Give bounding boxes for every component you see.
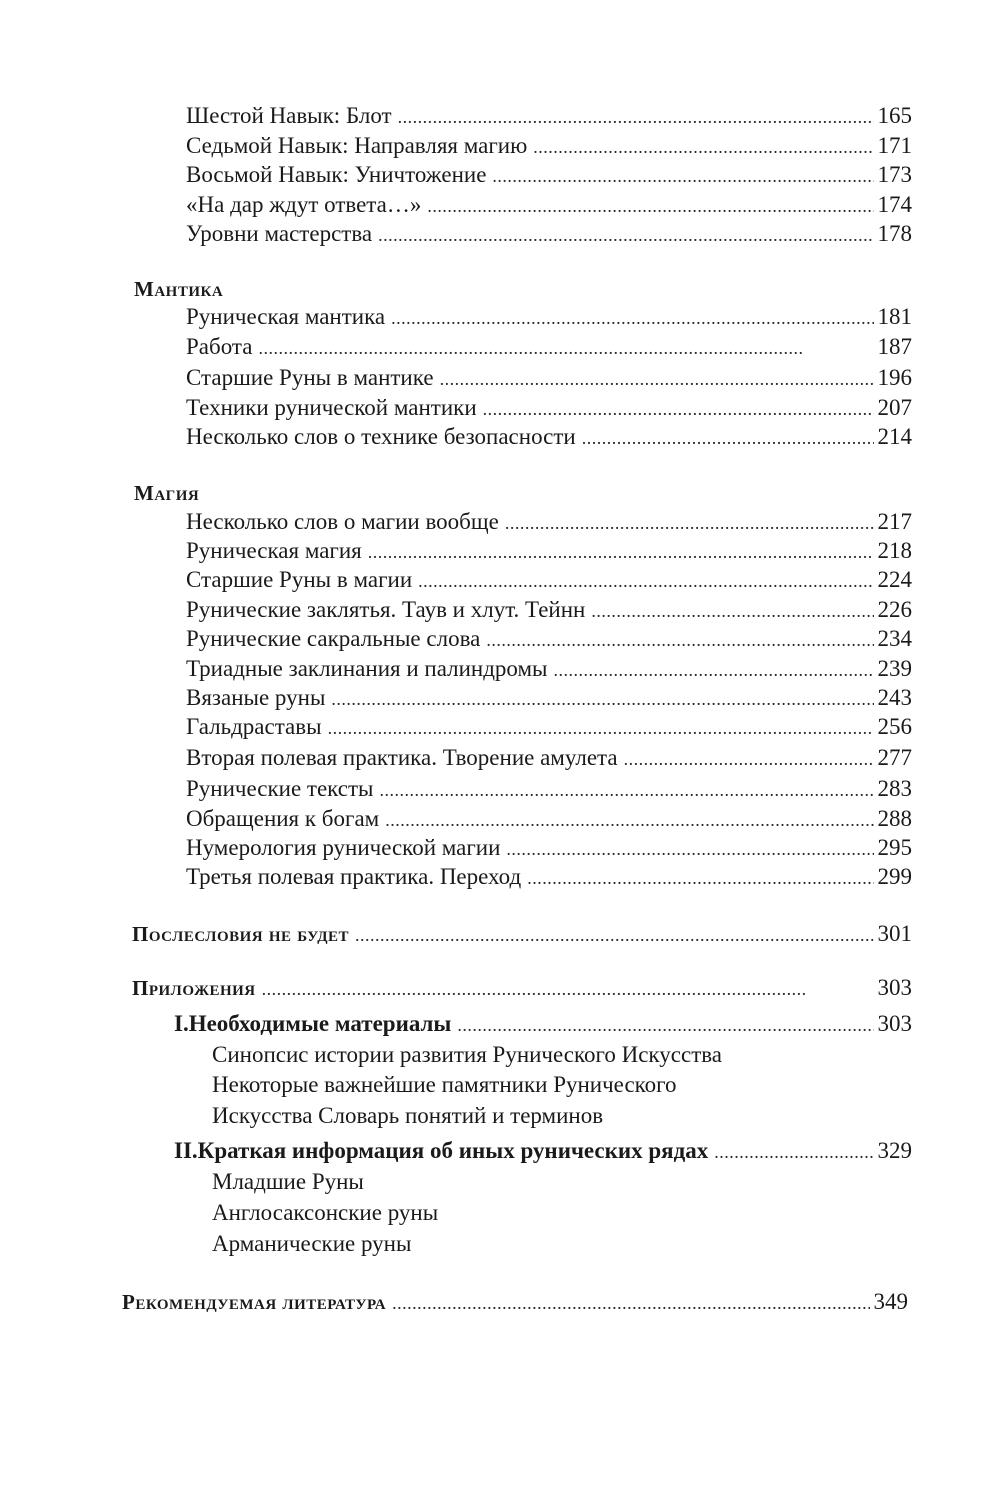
toc-entry[interactable] xyxy=(186,805,912,833)
toc-entry-label: Приложения xyxy=(132,976,256,1000)
toc-entry-label: Старшие Руны в магии xyxy=(186,567,413,592)
dot-leader xyxy=(328,714,874,742)
toc-entry-label: Несколько слов о магии вообще xyxy=(186,509,499,534)
toc-entry-page: 207 xyxy=(877,395,912,420)
toc-entry-label: Послесловия не будет xyxy=(132,922,350,946)
toc-entry-label: Шестой Навык: Блот xyxy=(186,103,392,128)
dot-leader xyxy=(355,921,873,949)
appendix-subline: Синопсис истории развития Рунического Искусства xyxy=(212,1042,723,1067)
toc-entry-label: Работа xyxy=(186,334,253,359)
toc-entry[interactable] xyxy=(186,364,912,392)
dot-leader xyxy=(392,1289,869,1317)
toc-entry[interactable] xyxy=(186,713,912,741)
toc-entry-appendix-2[interactable] xyxy=(174,1137,912,1165)
dot-leader xyxy=(714,1138,873,1166)
toc-entry-label: Вязаные руны xyxy=(186,685,326,710)
toc-entry-label: Восьмой Навык: Уничтожение xyxy=(186,162,487,187)
toc-entry-page: 165 xyxy=(877,103,912,128)
dot-leader xyxy=(440,365,874,393)
toc-entry-page: 226 xyxy=(877,597,912,622)
toc-entry-page: 277 xyxy=(877,745,912,770)
toc-entry-label: «На дар ждут ответа…» xyxy=(186,192,422,217)
dot-leader xyxy=(553,656,873,684)
toc-entry-appendices[interactable] xyxy=(132,974,912,1002)
toc-entry-page: 243 xyxy=(877,685,912,710)
toc-entry[interactable] xyxy=(186,132,912,160)
toc-entry[interactable] xyxy=(186,508,912,536)
toc-entry-label: Рунические сакральные слова xyxy=(186,626,481,651)
dot-leader xyxy=(427,192,873,220)
toc-entry-label: Гальдраставы xyxy=(186,714,322,739)
toc-entry-page: 234 xyxy=(877,626,912,651)
toc-entry[interactable] xyxy=(186,655,912,683)
toc-entry-page: 349 xyxy=(873,1289,908,1314)
toc-entry-page: 303 xyxy=(877,1011,912,1036)
toc-entry-page: 301 xyxy=(877,921,912,946)
toc-entry-label: Руническая мантика xyxy=(186,304,386,329)
dot-leader xyxy=(582,424,874,452)
appendix-subline: Младшие Руны xyxy=(212,1169,364,1194)
toc-entry-page: 239 xyxy=(877,656,912,681)
toc-entry-page: 196 xyxy=(877,365,912,390)
toc-entry-label: Старшие Руны в мантике xyxy=(186,365,434,390)
toc-entry[interactable] xyxy=(186,863,912,891)
toc-entry-page: 187 xyxy=(877,334,912,359)
toc-entry[interactable] xyxy=(186,333,912,361)
dot-leader xyxy=(331,685,873,713)
toc-entry-label: Нумерология рунической магии xyxy=(186,835,501,860)
toc-entry-page: 288 xyxy=(877,806,912,831)
toc-entry-label: I.Необходимые материалы xyxy=(174,1011,452,1036)
toc-entry[interactable] xyxy=(186,161,912,189)
dot-leader xyxy=(505,509,874,537)
dot-leader xyxy=(379,776,873,804)
toc-entry-label: Рекомендуемая литература xyxy=(122,1290,387,1314)
dot-leader xyxy=(527,864,873,892)
toc-entry-page: 303 xyxy=(877,975,912,1000)
dot-leader xyxy=(378,221,873,249)
toc-entry[interactable] xyxy=(186,625,912,653)
toc-entry[interactable] xyxy=(186,303,912,331)
toc-entry-page: 181 xyxy=(877,304,912,329)
toc-entry-page: 178 xyxy=(877,221,912,246)
dot-leader xyxy=(492,162,873,190)
dot-leader xyxy=(457,1011,873,1039)
appendix-subline: Искусства Словарь понятий и терминов xyxy=(212,1103,604,1128)
dot-leader xyxy=(506,835,873,863)
dot-leader xyxy=(486,626,873,654)
toc-entry-page: 256 xyxy=(877,714,912,739)
toc-entry[interactable] xyxy=(186,394,912,422)
dot-leader xyxy=(533,133,873,161)
toc-entry-label: Уровни мастерства xyxy=(186,221,373,246)
appendix-subline: Некоторые важнейшие памятники Рунического xyxy=(212,1072,677,1097)
toc-entry-page: 171 xyxy=(877,133,912,158)
toc-entry[interactable] xyxy=(186,537,912,565)
toc-entry-page: 295 xyxy=(877,835,912,860)
dot-leader xyxy=(418,567,873,595)
toc-entry[interactable] xyxy=(186,423,912,451)
dot-leader xyxy=(624,745,874,773)
toc-entry[interactable] xyxy=(186,834,912,862)
dot-leader xyxy=(258,334,873,362)
toc-entry-page: 224 xyxy=(877,567,912,592)
toc-entry-afterword[interactable] xyxy=(132,920,912,948)
toc-entry-page: 283 xyxy=(877,776,912,801)
toc-entry-label: Третья полевая практика. Переход xyxy=(186,864,522,889)
toc-entry[interactable] xyxy=(186,684,912,712)
toc-entry-label: Триадные заклинания и палиндромы xyxy=(186,656,548,681)
toc-entry[interactable] xyxy=(186,191,912,219)
toc-entry-label: Несколько слов о технике безопасности xyxy=(186,424,576,449)
appendix-subline: Арманические руны xyxy=(212,1231,412,1256)
toc-entry-page: 214 xyxy=(877,424,912,449)
toc-entry-page: 217 xyxy=(877,509,912,534)
toc-entry[interactable] xyxy=(186,102,912,130)
toc-entry-page: 218 xyxy=(877,538,912,563)
toc-entry-label: II.Краткая информация об иных рунических рядах xyxy=(174,1138,709,1163)
toc-entry-label: Вторая полевая практика. Творение амулета xyxy=(186,745,618,770)
toc-entry-page: 173 xyxy=(877,162,912,187)
toc-entry[interactable] xyxy=(186,744,912,772)
dot-leader xyxy=(398,103,874,131)
toc-entry[interactable] xyxy=(186,220,912,248)
appendix-subline: Англосаксонские руны xyxy=(212,1200,439,1225)
dot-leader xyxy=(262,975,874,1003)
toc-entry-page: 174 xyxy=(877,192,912,217)
toc-entry-label: Седьмой Навык: Направляя магию xyxy=(186,133,528,158)
toc-entry-appendix-1[interactable] xyxy=(174,1010,912,1038)
dot-leader xyxy=(591,597,873,625)
dot-leader xyxy=(368,538,874,566)
toc-entry[interactable] xyxy=(186,596,912,624)
section-heading-magiya: Магия xyxy=(134,481,200,505)
toc-entry-label: Руническая магия xyxy=(186,538,362,563)
toc-entry[interactable] xyxy=(186,566,912,594)
toc-entry-page: 329 xyxy=(877,1138,912,1163)
toc-entry-label: Рунические заклятья. Таув и хлут. Тейнн xyxy=(186,597,586,622)
section-heading-mantika: Мантика xyxy=(134,277,224,301)
dot-leader xyxy=(483,395,874,423)
toc-entry-label: Техники рунической мантики xyxy=(186,395,477,420)
toc-entry-literature[interactable] xyxy=(122,1288,908,1316)
dot-leader xyxy=(385,806,873,834)
toc-entry-page: 299 xyxy=(877,864,912,889)
toc-entry-label: Обращения к богам xyxy=(186,806,380,831)
dot-leader xyxy=(391,304,873,332)
toc-entry-label: Рунические тексты xyxy=(186,776,374,801)
toc-entry[interactable] xyxy=(186,775,912,803)
